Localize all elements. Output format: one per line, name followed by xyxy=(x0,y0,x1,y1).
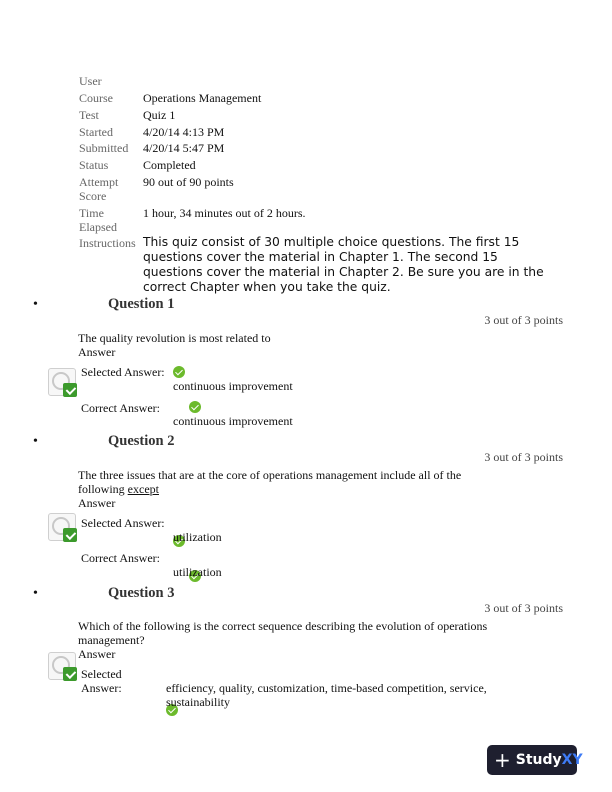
instructions-text: This quiz consist of 30 multiple choice questions. The first 15 questions cover the material in Chapter 1. The second 15 questions cover the material in Chapter 2. Be sure you are in the correct Chapter when you take the quiz. xyxy=(143,235,544,294)
correct-answer-label: Correct Answer: xyxy=(81,551,160,565)
check-icon xyxy=(173,366,185,378)
submitted-value: 4/20/14 5:47 PM xyxy=(143,141,225,155)
attempt-score-label-line1: Attempt xyxy=(79,175,119,189)
selected-answer-value: continuous improvement xyxy=(173,379,293,393)
instructions-label: Instructions xyxy=(79,236,136,250)
test-value: Quiz 1 xyxy=(143,108,176,122)
attempt-score-label-line2: Score xyxy=(79,189,107,203)
logo-text-suffix: XY xyxy=(561,752,583,768)
question-points: 3 out of 3 points xyxy=(484,601,563,615)
course-label: Course xyxy=(79,91,113,105)
correct-grade-icon xyxy=(48,368,76,396)
question-title: Question 3 xyxy=(108,585,175,601)
time-elapsed-label-line2: Elapsed xyxy=(79,220,117,234)
answer-label: Answer xyxy=(78,496,116,510)
user-label: User xyxy=(79,74,102,88)
status-value: Completed xyxy=(143,158,196,172)
bullet: • xyxy=(33,434,38,449)
question-title: Question 1 xyxy=(108,296,175,312)
started-value: 4/20/14 4:13 PM xyxy=(143,125,225,139)
check-icon xyxy=(189,401,201,413)
plus-icon: + xyxy=(494,748,511,772)
course-value: Operations Management xyxy=(143,91,262,105)
question-points: 3 out of 3 points xyxy=(484,450,563,464)
selected-answer-label-line2: Answer: xyxy=(81,681,122,695)
selected-answer-value: utilization xyxy=(173,530,222,544)
question-text: The quality revolution is most related to xyxy=(78,331,271,345)
answer-label: Answer xyxy=(78,345,116,359)
answer-label: Answer xyxy=(78,647,116,661)
time-elapsed-label-line1: Time xyxy=(79,206,104,220)
studyxy-logo xyxy=(487,745,583,775)
bullet: • xyxy=(33,297,38,312)
attempt-score-value: 90 out of 90 points xyxy=(143,175,234,189)
question-text: Which of the following is the correct sequence describing the evolution of operations management? xyxy=(78,619,488,647)
correct-answer-label: Correct Answer: xyxy=(81,401,160,415)
selected-answer-label: Selected Answer: xyxy=(81,516,165,530)
bullet: • xyxy=(33,586,38,601)
question-points: 3 out of 3 points xyxy=(484,313,563,327)
correct-answer-value: continuous improvement xyxy=(173,414,293,428)
question-title: Question 2 xyxy=(108,433,175,449)
question-text: The three issues that are at the core of operations management include all of the following except xyxy=(78,468,462,496)
submitted-label: Submitted xyxy=(79,141,129,155)
selected-answer-label-line1: Selected xyxy=(81,667,122,681)
test-label: Test xyxy=(79,108,99,122)
correct-answer-value: utilization xyxy=(173,565,222,579)
status-label: Status xyxy=(79,158,109,172)
correct-grade-icon xyxy=(48,513,76,541)
correct-grade-icon xyxy=(48,652,76,680)
time-elapsed-value: 1 hour, 34 minutes out of 2 hours. xyxy=(143,206,306,220)
started-label: Started xyxy=(79,125,113,139)
selected-answer-value: efficiency, quality, customization, time-based competition, service, sustainability xyxy=(166,681,487,709)
selected-answer-label: Selected Answer: xyxy=(81,365,165,379)
logo-text-prefix: Study xyxy=(515,752,562,768)
